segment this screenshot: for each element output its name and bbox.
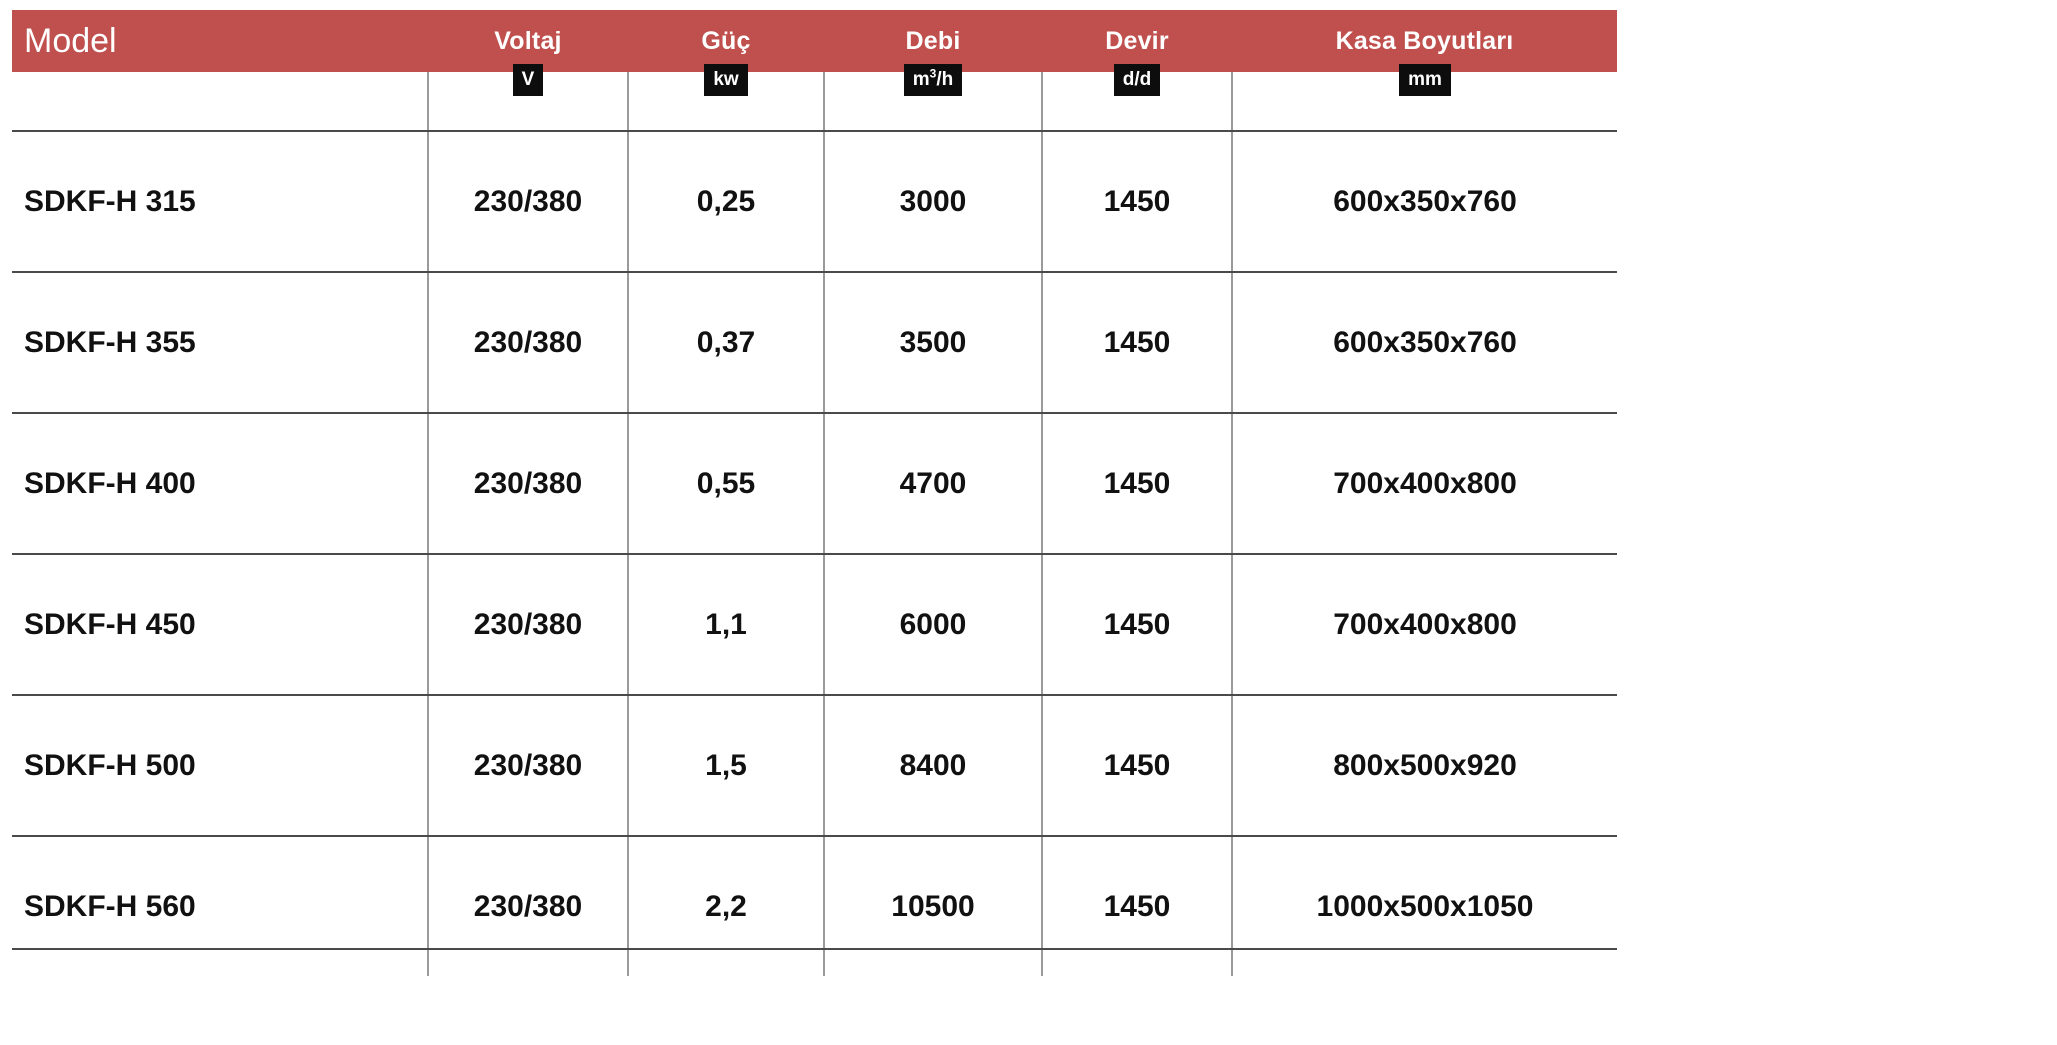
unit-debi-base: m: [912, 69, 930, 90]
unit-cell-kasa: [1232, 69, 1617, 131]
unit-cell-voltaj: [428, 69, 628, 131]
cell-debi: 10500: [824, 836, 1042, 976]
unit-debi-exponent: 3: [929, 66, 937, 81]
table-header-row: [12, 10, 1617, 72]
cell-kasa: 1000x500x1050: [1232, 836, 1617, 976]
column-header-guc: Güç: [628, 10, 824, 72]
cell-guc: 1,5: [628, 695, 824, 836]
cell-devir: 1450: [1042, 836, 1232, 976]
cell-guc: 0,55: [628, 413, 824, 554]
cell-guc: 0,25: [628, 131, 824, 272]
cell-model: SDKF-H 355: [12, 272, 428, 413]
unit-badge-debi: [904, 64, 962, 96]
cell-kasa: 600x350x760: [1232, 272, 1617, 413]
cell-voltaj: 230/380: [428, 836, 628, 976]
table-units-row: [12, 72, 1617, 131]
cell-kasa: 700x400x800: [1232, 554, 1617, 695]
specification-table-container: [12, 10, 1617, 976]
cell-model: SDKF-H 400: [12, 413, 428, 554]
table-row: [12, 695, 1617, 836]
unit-badge-kasa: mm: [1399, 64, 1451, 96]
cell-voltaj: 230/380: [428, 131, 628, 272]
column-header-debi: Debi: [824, 10, 1042, 72]
cell-voltaj: 230/380: [428, 413, 628, 554]
cell-model: SDKF-H 315: [12, 131, 428, 272]
unit-badge-voltaj: V: [513, 64, 544, 96]
cell-debi: 8400: [824, 695, 1042, 836]
cell-debi: 3500: [824, 272, 1042, 413]
table-bottom-rule: [12, 948, 1617, 950]
cell-voltaj: 230/380: [428, 272, 628, 413]
cell-debi: 4700: [824, 413, 1042, 554]
cell-guc: 0,37: [628, 272, 824, 413]
cell-guc: 1,1: [628, 554, 824, 695]
specification-table: [12, 10, 1617, 976]
table-header: [12, 10, 1617, 131]
cell-model: SDKF-H 450: [12, 554, 428, 695]
unit-cell-debi: [824, 66, 1042, 131]
column-header-voltaj: Voltaj: [428, 10, 628, 72]
unit-cell-guc: [628, 69, 824, 131]
table-row: [12, 836, 1617, 976]
cell-debi: 6000: [824, 554, 1042, 695]
column-header-devir: Devir: [1042, 10, 1232, 72]
cell-model: SDKF-H 560: [12, 836, 428, 976]
table-row: [12, 131, 1617, 272]
column-header-model: Model: [12, 10, 428, 72]
cell-devir: 1450: [1042, 413, 1232, 554]
cell-kasa: 700x400x800: [1232, 413, 1617, 554]
table-row: [12, 413, 1617, 554]
column-header-kasa-boyutlari: Kasa Boyutları: [1232, 10, 1617, 72]
table-body: [12, 131, 1617, 976]
unit-debi-tail: /h: [936, 69, 954, 90]
cell-guc: 2,2: [628, 836, 824, 976]
cell-kasa: 800x500x920: [1232, 695, 1617, 836]
table-row: [12, 554, 1617, 695]
unit-cell-model: [12, 72, 428, 131]
cell-devir: 1450: [1042, 554, 1232, 695]
unit-badge-devir: d/d: [1114, 64, 1161, 96]
cell-voltaj: 230/380: [428, 695, 628, 836]
cell-model: SDKF-H 500: [12, 695, 428, 836]
unit-cell-devir: [1042, 69, 1232, 131]
cell-debi: 3000: [824, 131, 1042, 272]
cell-devir: 1450: [1042, 695, 1232, 836]
cell-devir: 1450: [1042, 131, 1232, 272]
cell-devir: 1450: [1042, 272, 1232, 413]
table-row: [12, 272, 1617, 413]
unit-badge-guc: kw: [704, 64, 747, 96]
cell-voltaj: 230/380: [428, 554, 628, 695]
cell-kasa: 600x350x760: [1232, 131, 1617, 272]
